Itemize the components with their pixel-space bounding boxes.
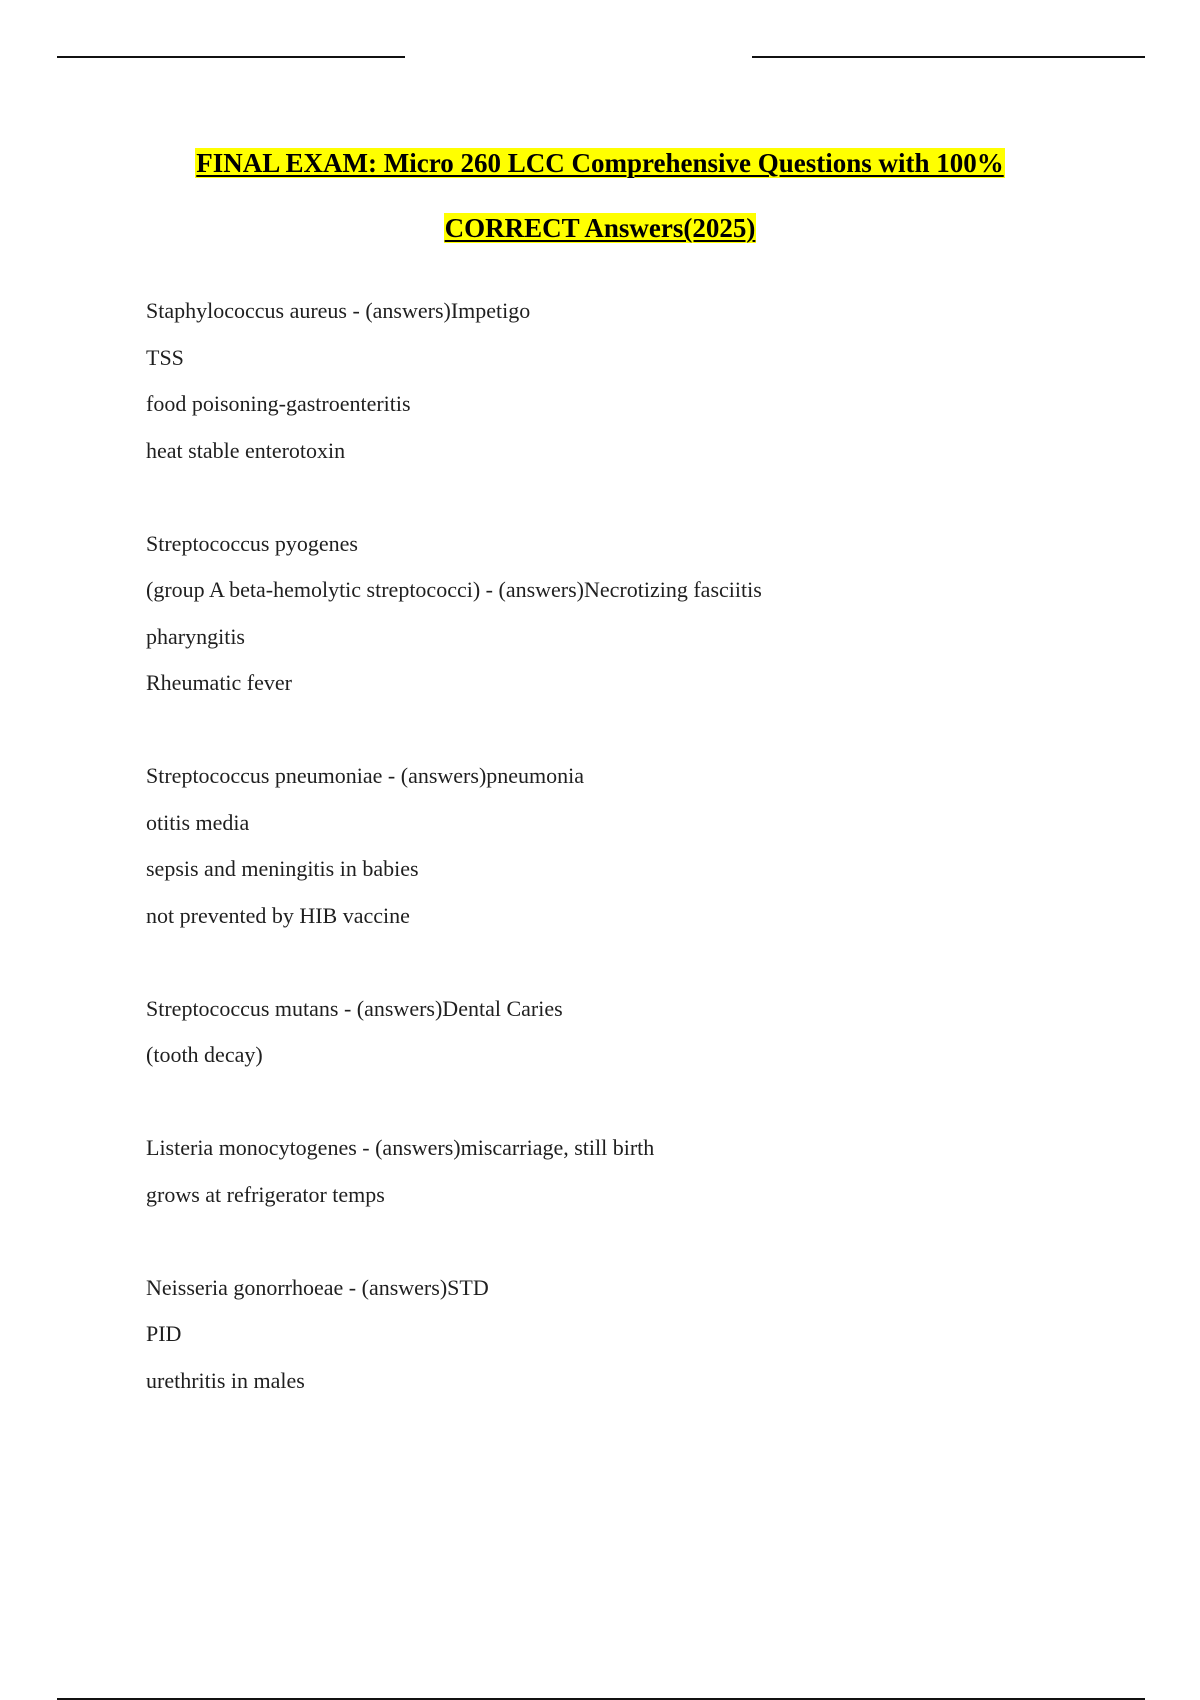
entry-line: Streptococcus pyogenes: [146, 530, 358, 556]
qa-entry-streptococcus-pneumoniae: [146, 753, 1146, 939]
entry-line: Rheumatic fever: [146, 670, 292, 695]
entry-line: Streptococcus mutans - (answers)Dental Caries: [146, 995, 563, 1021]
entry-line: urethritis in males: [146, 1367, 305, 1393]
entry-line: TSS: [146, 344, 184, 370]
qa-entry-neisseria-gonorrhoeae: [146, 1265, 1146, 1405]
entry-line: Staphylococcus aureus - (answers)Impetigo: [146, 298, 531, 323]
entry-line: food poisoning-gastroenteritis: [146, 391, 411, 416]
qa-list: [146, 288, 1146, 1451]
entry-line: heat stable enterotoxin: [146, 437, 346, 463]
entry-line: (tooth decay): [146, 1042, 263, 1067]
entry-line: Neisseria gonorrhoeae - (answers)STD: [146, 1274, 489, 1300]
qa-entry-streptococcus-pyogenes: [146, 521, 1146, 707]
entry-line: not prevented by HIB vaccine: [146, 902, 410, 928]
entry-line: PID: [146, 1321, 182, 1346]
qa-entry-staphylococcus-aureus: [146, 288, 1146, 474]
entry-line: Listeria monocytogenes - (answers)miscarriage, still birth: [146, 1135, 655, 1160]
entry-line: sepsis and meningitis in babies: [146, 856, 419, 881]
qa-entry-streptococcus-mutans: [146, 986, 1146, 1079]
document-title-line-1: [0, 145, 1200, 181]
qa-entry-listeria-monocytogenes: [146, 1125, 1146, 1218]
title-line-2-text: CORRECT Answers(2025): [444, 213, 756, 243]
entry-line: pharyngitis: [146, 623, 245, 649]
document-title-line-2: [0, 210, 1200, 246]
entry-line: Streptococcus pneumoniae - (answers)pneumonia: [146, 763, 585, 788]
header-rule-left: [57, 56, 405, 58]
entry-line: grows at refrigerator temps: [146, 1181, 385, 1207]
title-line-1-text: FINAL EXAM: Micro 260 LCC Comprehensive Questions with 100%: [196, 148, 1004, 178]
entry-line: otitis media: [146, 809, 250, 835]
entry-line: (group A beta-hemolytic streptococci) - (answers)Necrotizing fasciitis: [146, 577, 762, 602]
header-rule-right: [752, 56, 1145, 58]
